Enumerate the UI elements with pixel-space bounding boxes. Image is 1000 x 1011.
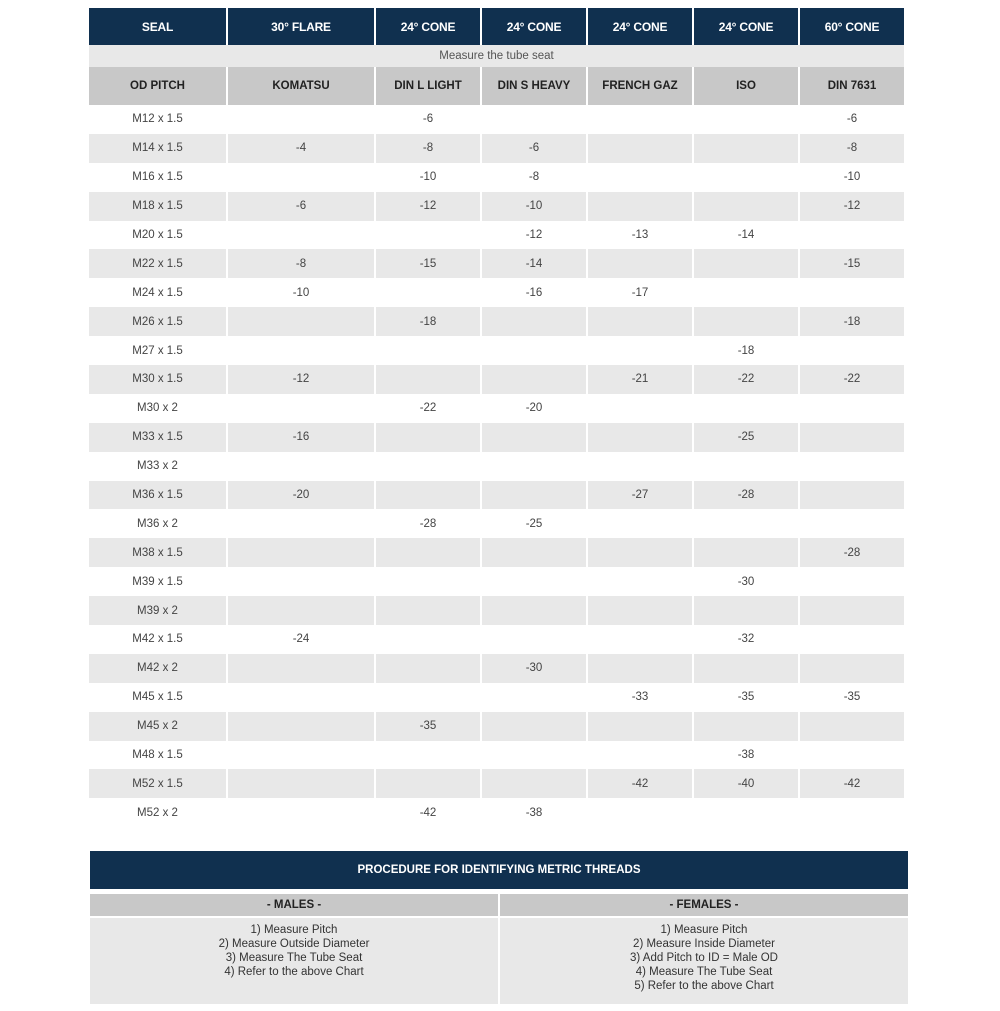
dash-size-cell: -27	[588, 481, 692, 510]
seal-header: SEAL	[89, 8, 226, 45]
dash-size-cell	[228, 307, 374, 336]
od-pitch-cell: M20 x 1.5	[89, 221, 226, 250]
dash-size-cell: -22	[694, 365, 798, 394]
dash-size-cell: -6	[376, 105, 480, 134]
dash-size-cell	[376, 769, 480, 798]
standard-column-header: DIN 7631	[800, 67, 904, 105]
dash-size-cell	[228, 163, 374, 192]
procedure-step: 4) Measure The Tube Seat	[635, 966, 773, 978]
table-row	[89, 683, 904, 712]
dash-size-cell	[228, 394, 374, 423]
procedure-step: 3) Measure The Tube Seat	[225, 952, 363, 964]
dash-size-cell	[376, 221, 480, 250]
dash-size-cell: -35	[376, 712, 480, 741]
dash-size-cell: -12	[228, 365, 374, 394]
females-column	[500, 894, 908, 1004]
seal-column-header: 30° FLARE	[228, 8, 374, 45]
dash-size-cell: -22	[800, 365, 904, 394]
dash-size-cell	[228, 712, 374, 741]
table-row	[89, 712, 904, 741]
dash-size-cell: -28	[694, 481, 798, 510]
procedure-step: 4) Refer to the above Chart	[224, 966, 364, 978]
dash-size-cell	[800, 278, 904, 307]
females-heading: - FEMALES -	[500, 894, 908, 916]
thread-chart-body	[89, 105, 904, 827]
dash-size-cell: -32	[694, 625, 798, 654]
dash-size-cell	[482, 683, 586, 712]
od-pitch-cell: M36 x 1.5	[89, 481, 226, 510]
table-row	[89, 509, 904, 538]
standard-header-row	[89, 67, 904, 105]
od-pitch-cell: M52 x 1.5	[89, 769, 226, 798]
dash-size-cell	[694, 798, 798, 827]
table-row	[89, 134, 904, 163]
standard-column-header: KOMATSU	[228, 67, 374, 105]
dash-size-cell	[588, 538, 692, 567]
table-row	[89, 336, 904, 365]
dash-size-cell	[588, 192, 692, 221]
dash-size-cell: -21	[588, 365, 692, 394]
table-row	[89, 278, 904, 307]
od-pitch-cell: M27 x 1.5	[89, 336, 226, 365]
dash-size-cell	[482, 365, 586, 394]
dash-size-cell	[694, 249, 798, 278]
table-row	[89, 538, 904, 567]
procedure-box	[90, 851, 908, 1004]
dash-size-cell: -8	[800, 134, 904, 163]
procedure-step: 2) Measure Outside Diameter	[218, 938, 370, 950]
dash-size-cell	[228, 741, 374, 770]
dash-size-cell	[482, 336, 586, 365]
table-row	[89, 423, 904, 452]
dash-size-cell: -18	[376, 307, 480, 336]
dash-size-cell	[588, 249, 692, 278]
table-row	[89, 452, 904, 481]
standard-column-header: ISO	[694, 67, 798, 105]
dash-size-cell: -17	[588, 278, 692, 307]
standard-column-header: FRENCH GAZ	[588, 67, 692, 105]
dash-size-cell	[376, 481, 480, 510]
dash-size-cell: -18	[800, 307, 904, 336]
seal-column-header: 24° CONE	[376, 8, 480, 45]
dash-size-cell	[228, 538, 374, 567]
dash-size-cell	[588, 336, 692, 365]
dash-size-cell: -18	[694, 336, 798, 365]
dash-size-cell: -28	[800, 538, 904, 567]
dash-size-cell	[800, 423, 904, 452]
dash-size-cell: -16	[228, 423, 374, 452]
dash-size-cell	[694, 105, 798, 134]
procedure-step: 5) Refer to the above Chart	[634, 980, 774, 992]
dash-size-cell	[800, 798, 904, 827]
dash-size-cell	[694, 134, 798, 163]
od-pitch-cell: M16 x 1.5	[89, 163, 226, 192]
dash-size-cell: -42	[800, 769, 904, 798]
males-steps	[90, 918, 498, 1004]
dash-size-cell	[482, 625, 586, 654]
dash-size-cell: -12	[800, 192, 904, 221]
dash-size-cell	[376, 683, 480, 712]
od-pitch-header: OD PITCH	[89, 67, 226, 105]
dash-size-cell	[800, 394, 904, 423]
dash-size-cell: -24	[228, 625, 374, 654]
seal-column-header: 60° CONE	[800, 8, 904, 45]
dash-size-cell: -25	[694, 423, 798, 452]
procedure-step: 1) Measure Pitch	[250, 924, 338, 936]
dash-size-cell	[376, 596, 480, 625]
dash-size-cell	[588, 423, 692, 452]
dash-size-cell: -20	[482, 394, 586, 423]
od-pitch-cell: M30 x 2	[89, 394, 226, 423]
procedure-step: 1) Measure Pitch	[660, 924, 748, 936]
od-pitch-cell: M36 x 2	[89, 509, 226, 538]
dash-size-cell	[588, 712, 692, 741]
standard-column-header: DIN L LIGHT	[376, 67, 480, 105]
od-pitch-cell: M33 x 1.5	[89, 423, 226, 452]
seal-column-header: 24° CONE	[588, 8, 692, 45]
dash-size-cell	[800, 336, 904, 365]
dash-size-cell	[482, 567, 586, 596]
dash-size-cell	[376, 365, 480, 394]
dash-size-cell	[800, 567, 904, 596]
dash-size-cell	[376, 654, 480, 683]
dash-size-cell: -40	[694, 769, 798, 798]
seal-column-header: 24° CONE	[482, 8, 586, 45]
dash-size-cell: -10	[800, 163, 904, 192]
dash-size-cell: -10	[482, 192, 586, 221]
dash-size-cell	[228, 769, 374, 798]
od-pitch-cell: M14 x 1.5	[89, 134, 226, 163]
dash-size-cell	[482, 307, 586, 336]
dash-size-cell: -10	[228, 278, 374, 307]
procedure-step: 2) Measure Inside Diameter	[633, 938, 775, 950]
table-row	[89, 654, 904, 683]
dash-size-cell	[228, 596, 374, 625]
table-row	[89, 163, 904, 192]
od-pitch-cell: M52 x 2	[89, 798, 226, 827]
od-pitch-cell: M38 x 1.5	[89, 538, 226, 567]
dash-size-cell	[588, 105, 692, 134]
table-row	[89, 192, 904, 221]
table-row	[89, 798, 904, 827]
dash-size-cell	[376, 336, 480, 365]
dash-size-cell	[694, 192, 798, 221]
seal-header-row	[89, 8, 904, 45]
od-pitch-cell: M26 x 1.5	[89, 307, 226, 336]
od-pitch-cell: M18 x 1.5	[89, 192, 226, 221]
dash-size-cell	[800, 741, 904, 770]
dash-size-cell	[588, 625, 692, 654]
dash-size-cell: -16	[482, 278, 586, 307]
dash-size-cell: -8	[482, 163, 586, 192]
dash-size-cell	[228, 654, 374, 683]
dash-size-cell: -12	[482, 221, 586, 250]
thread-chart-table	[87, 8, 906, 827]
measure-tube-seat-note: Measure the tube seat	[89, 45, 904, 67]
table-row	[89, 567, 904, 596]
dash-size-cell	[482, 596, 586, 625]
dash-size-cell	[588, 307, 692, 336]
dash-size-cell	[588, 741, 692, 770]
od-pitch-cell: M12 x 1.5	[89, 105, 226, 134]
dash-size-cell	[694, 278, 798, 307]
dash-size-cell: -42	[376, 798, 480, 827]
dash-size-cell: -42	[588, 769, 692, 798]
dash-size-cell	[694, 538, 798, 567]
dash-size-cell: -38	[482, 798, 586, 827]
dash-size-cell	[694, 596, 798, 625]
od-pitch-cell: M39 x 2	[89, 596, 226, 625]
od-pitch-cell: M42 x 1.5	[89, 625, 226, 654]
procedure-step: 3) Add Pitch to ID = Male OD	[630, 952, 778, 964]
od-pitch-cell: M48 x 1.5	[89, 741, 226, 770]
od-pitch-cell: M33 x 2	[89, 452, 226, 481]
table-row	[89, 221, 904, 250]
dash-size-cell	[588, 654, 692, 683]
table-row	[89, 596, 904, 625]
dash-size-cell	[800, 712, 904, 741]
dash-size-cell: -20	[228, 481, 374, 510]
dash-size-cell	[800, 452, 904, 481]
dash-size-cell	[228, 336, 374, 365]
dash-size-cell: -6	[482, 134, 586, 163]
dash-size-cell	[588, 509, 692, 538]
od-pitch-cell: M45 x 2	[89, 712, 226, 741]
od-pitch-cell: M24 x 1.5	[89, 278, 226, 307]
dash-size-cell	[694, 654, 798, 683]
dash-size-cell: -8	[376, 134, 480, 163]
dash-size-cell	[694, 509, 798, 538]
dash-size-cell	[588, 394, 692, 423]
dash-size-cell	[228, 452, 374, 481]
dash-size-cell	[376, 452, 480, 481]
dash-size-cell	[588, 798, 692, 827]
dash-size-cell	[800, 596, 904, 625]
standard-column-header: DIN S HEAVY	[482, 67, 586, 105]
dash-size-cell	[694, 307, 798, 336]
table-row	[89, 365, 904, 394]
table-row	[89, 625, 904, 654]
od-pitch-cell: M45 x 1.5	[89, 683, 226, 712]
od-pitch-cell: M39 x 1.5	[89, 567, 226, 596]
dash-size-cell: -4	[228, 134, 374, 163]
dash-size-cell	[228, 105, 374, 134]
dash-size-cell	[482, 769, 586, 798]
dash-size-cell	[588, 452, 692, 481]
table-row	[89, 394, 904, 423]
dash-size-cell	[228, 798, 374, 827]
dash-size-cell	[376, 741, 480, 770]
dash-size-cell: -10	[376, 163, 480, 192]
dash-size-cell	[376, 423, 480, 452]
dash-size-cell: -6	[228, 192, 374, 221]
table-row	[89, 307, 904, 336]
dash-size-cell	[588, 134, 692, 163]
dash-size-cell: -6	[800, 105, 904, 134]
subheader-row	[89, 45, 904, 67]
dash-size-cell	[482, 712, 586, 741]
table-row	[89, 249, 904, 278]
od-pitch-cell: M30 x 1.5	[89, 365, 226, 394]
dash-size-cell: -25	[482, 509, 586, 538]
dash-size-cell	[482, 452, 586, 481]
dash-size-cell: -38	[694, 741, 798, 770]
dash-size-cell: -28	[376, 509, 480, 538]
dash-size-cell	[482, 105, 586, 134]
dash-size-cell: -35	[800, 683, 904, 712]
dash-size-cell	[376, 278, 480, 307]
dash-size-cell	[376, 567, 480, 596]
dash-size-cell: -30	[482, 654, 586, 683]
dash-size-cell: -30	[694, 567, 798, 596]
dash-size-cell	[588, 163, 692, 192]
dash-size-cell: -12	[376, 192, 480, 221]
table-row	[89, 769, 904, 798]
seal-column-header: 24° CONE	[694, 8, 798, 45]
dash-size-cell: -13	[588, 221, 692, 250]
dash-size-cell: -15	[800, 249, 904, 278]
dash-size-cell	[228, 509, 374, 538]
dash-size-cell	[588, 596, 692, 625]
dash-size-cell	[376, 538, 480, 567]
dash-size-cell	[694, 394, 798, 423]
dash-size-cell	[482, 741, 586, 770]
dash-size-cell	[800, 509, 904, 538]
dash-size-cell	[800, 625, 904, 654]
table-row	[89, 481, 904, 510]
dash-size-cell	[376, 625, 480, 654]
dash-size-cell: -14	[482, 249, 586, 278]
dash-size-cell: -22	[376, 394, 480, 423]
dash-size-cell: -35	[694, 683, 798, 712]
males-column	[90, 894, 498, 1004]
females-steps	[500, 918, 908, 1004]
dash-size-cell	[482, 538, 586, 567]
table-row	[89, 105, 904, 134]
dash-size-cell	[694, 452, 798, 481]
dash-size-cell	[482, 481, 586, 510]
dash-size-cell	[228, 683, 374, 712]
dash-size-cell	[800, 221, 904, 250]
dash-size-cell: -33	[588, 683, 692, 712]
od-pitch-cell: M22 x 1.5	[89, 249, 226, 278]
table-row	[89, 741, 904, 770]
dash-size-cell	[228, 567, 374, 596]
dash-size-cell	[694, 712, 798, 741]
od-pitch-cell: M42 x 2	[89, 654, 226, 683]
dash-size-cell	[482, 423, 586, 452]
dash-size-cell	[588, 567, 692, 596]
dash-size-cell: -14	[694, 221, 798, 250]
dash-size-cell	[800, 654, 904, 683]
dash-size-cell	[800, 481, 904, 510]
dash-size-cell	[228, 221, 374, 250]
procedure-title: PROCEDURE FOR IDENTIFYING METRIC THREADS	[90, 851, 908, 889]
dash-size-cell	[694, 163, 798, 192]
dash-size-cell: -8	[228, 249, 374, 278]
dash-size-cell: -15	[376, 249, 480, 278]
males-heading: - MALES -	[90, 894, 498, 916]
